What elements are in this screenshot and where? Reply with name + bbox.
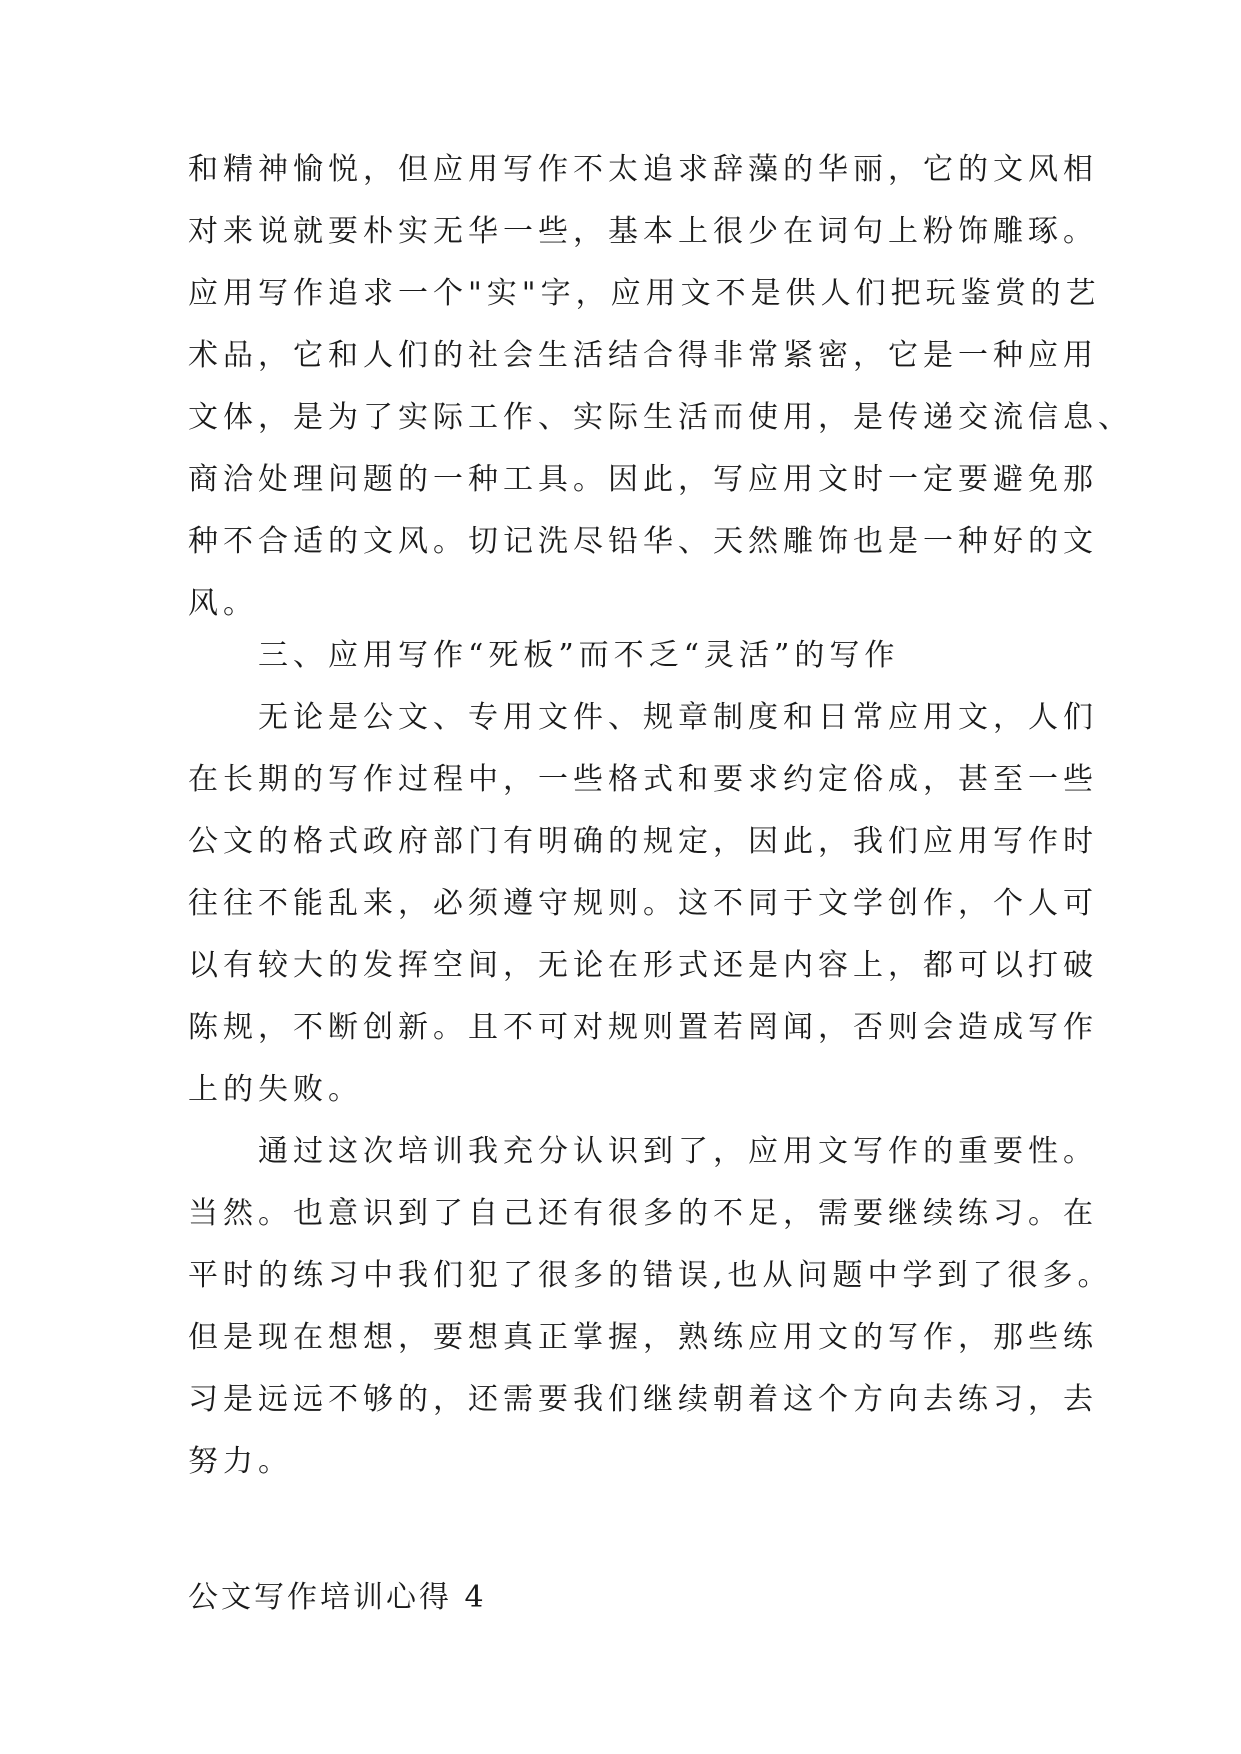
- paragraph-line: 种不合适的文风。切记洗尽铅华、天然雕饰也是一种好的文: [188, 524, 1098, 559]
- paragraph-line: 当然。也意识到了自己还有很多的不足，需要继续练习。在: [188, 1196, 1098, 1231]
- paragraph-line: 术品，它和人们的社会生活结合得非常紧密，它是一种应用: [188, 338, 1098, 373]
- paragraph-line: 但是现在想想，要想真正掌握，熟练应用文的写作，那些练: [188, 1320, 1098, 1355]
- paragraph-line: 应用写作追求一个"实"字，应用文不是供人们把玩鉴赏的艺: [188, 276, 1101, 311]
- paragraph-line: 往往不能乱来，必须遵守规则。这不同于文学创作，个人可: [188, 886, 1098, 921]
- paragraph-line: 陈规，不断创新。且不可对规则置若罔闻，否则会造成写作: [188, 1010, 1098, 1045]
- paragraph-line: 商洽处理问题的一种工具。因此，写应用文时一定要避免那: [188, 462, 1098, 497]
- paragraph-line: 对来说就要朴实无华一些，基本上很少在词句上粉饰雕琢。: [188, 214, 1098, 249]
- paragraph-line: 无论是公文、专用文件、规章制度和日常应用文，人们: [258, 700, 1098, 735]
- document-heading: 公文写作培训心得 4: [188, 1580, 487, 1615]
- paragraph-line: 风。: [188, 586, 258, 621]
- paragraph-line: 平时的练习中我们犯了很多的错误,也从问题中学到了很多。: [188, 1258, 1113, 1293]
- paragraph-line: 公文的格式政府部门有明确的规定，因此，我们应用写作时: [188, 824, 1098, 859]
- paragraph-line: 文体，是为了实际工作、实际生活而使用，是传递交流信息、: [188, 400, 1133, 435]
- paragraph-line: 和精神愉悦，但应用写作不太追求辞藻的华丽，它的文风相: [188, 152, 1098, 187]
- paragraph-line: 习是远远不够的，还需要我们继续朝着这个方向去练习，去: [188, 1382, 1098, 1417]
- paragraph-line: 在长期的写作过程中，一些格式和要求约定俗成，甚至一些: [188, 762, 1098, 797]
- section-heading: 三、应用写作“死板”而不乏“灵活”的写作: [258, 638, 900, 673]
- paragraph-line: 通过这次培训我充分认识到了，应用文写作的重要性。: [258, 1134, 1098, 1169]
- paragraph-line: 上的失败。: [188, 1072, 363, 1107]
- paragraph-line: 以有较大的发挥空间，无论在形式还是内容上，都可以打破: [188, 948, 1098, 983]
- paragraph-line: 努力。: [188, 1444, 293, 1479]
